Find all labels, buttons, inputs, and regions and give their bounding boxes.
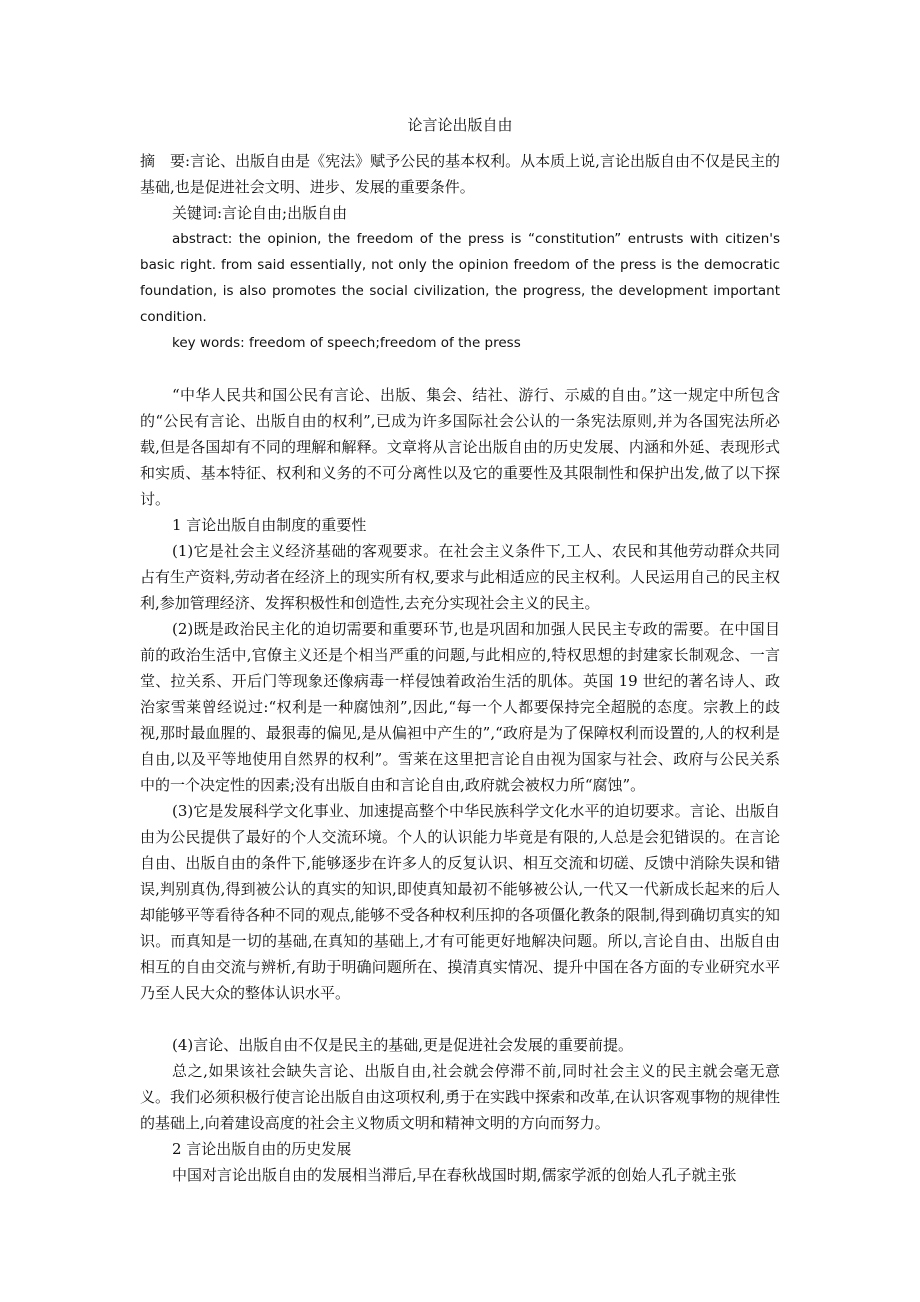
intro-paragraph: “中华人民共和国公民有言论、出版、集会、结社、游行、示威的自由。”这一规定中所包含的“公民有言论、出版自由的权利”,已成为许多国际社会公认的一条宪法原则,并为各国宪法所必载,但是各国却有不同的理解和解释。文章将从言论出版自由的历史发展、内涵和外延、表现形式和实质、基本特征、权利和义务的不可分离性以及它的重要性及其限制性和保护出发,做了以下探讨。 xyxy=(140,386,780,508)
section-1-summary: 总之,如果该社会缺失言论、出版自由,社会就会停滞不前,同时社会主义的民主就会毫无意义。我们必须积极行使言论出版自由这项权利,勇于在实践中探索和改革,在认识客观事物的规律性的基础上,向着建设高度的社会主义物质文明和精神文明的方向而努力。 xyxy=(140,1062,780,1132)
section-1-point-1: (1)它是社会主义经济基础的客观要求。在社会主义条件下,工人、农民和其他劳动群众共同占有生产资料,劳动者在经济上的现实所有权,要求与此相适应的民主权利。人民运用自己的民主权利,参加管理经济、发挥积极性和创造性,去充分实现社会主义的民主。 xyxy=(140,542,780,612)
abstract-en: abstract: the opinion, the freedom of the press is “constitution” entrusts with citizen's basic right. from said essentially, not only the opinion freedom of the press is the democratic foundation, is also promotes the social civilization, the progress, the development important condition. xyxy=(140,231,780,325)
section-2-heading: 2 言论出版自由的历史发展 xyxy=(172,1140,352,1158)
section-1-heading: 1 言论出版自由制度的重要性 xyxy=(172,516,367,534)
section-1-point-3: (3)它是发展科学文化事业、加速提高整个中华民族科学文化水平的迫切要求。言论、出版自由为公民提供了最好的个人交流环境。个人的认识能力毕竟是有限的,人总是会犯错误的。在言论自由、出版自由的条件下,能够逐步在许多人的反复认识、相互交流和切磋、反馈中消除失误和错误,判别真伪,得到被公认的真实的知识,即使真知最初不能够被公认,一代又一代新成长起来的后人却能够平等看待各种不同的观点,能够不受各种权利压抑的各项僵化教条的限制,得到确切真实的知识。而真知是一切的基础,在真知的基础上,才有可能更好地解决问题。所以,言论自由、出版自由相互的自由交流与辨析,有助于明确问题所在、摸清真实情况、提升中国在各方面的专业研究水平乃至人民大众的整体认识水平。 xyxy=(140,802,780,1002)
section-2-paragraph: 中国对言论出版自由的发展相当滞后,早在春秋战国时期,儒家学派的创始人孔子就主张 xyxy=(172,1166,737,1184)
document-title: 论言论出版自由 xyxy=(407,116,513,134)
keywords-en: key words: freedom of speech;freedom of the press xyxy=(172,335,521,351)
section-1-point-4: (4)言论、出版自由不仅是民主的基础,更是促进社会发展的重要前提。 xyxy=(172,1036,634,1054)
keywords-cn: 关键词:言论自由;出版自由 xyxy=(172,204,348,222)
section-1-point-2: (2)既是政治民主化的迫切需要和重要环节,也是巩固和加强人民民主专政的需要。在中国目前的政治生活中,官僚主义还是个相当严重的问题,与此相应的,特权思想的封建家长制观念、一言堂、拉关系、开后门等现象还像病毒一样侵蚀着政治生活的肌体。英国 19 世纪的著名诗人、政治家雪莱曾经说过:“权利是一种腐蚀剂”,因此,“每一个人都要保持完全超脱的态度。宗教上的歧视,那时最血腥的、最狠毒的偏见,是从偏袒中产生的”,“政府是为了保障权利而设置的,人的权利是自由,以及平等地使用自然界的权利”。雪莱在这里把言论自由视为国家与社会、政府与公民关系中的一个决定性的因素;没有出版自由和言论自由,政府就会被权力所“腐蚀”。 xyxy=(140,620,780,794)
abstract-cn: 摘 要:言论、出版自由是《宪法》赋予公民的基本权利。从本质上说,言论出版自由不仅是民主的基础,也是促进社会文明、进步、发展的重要条件。 xyxy=(140,152,780,196)
